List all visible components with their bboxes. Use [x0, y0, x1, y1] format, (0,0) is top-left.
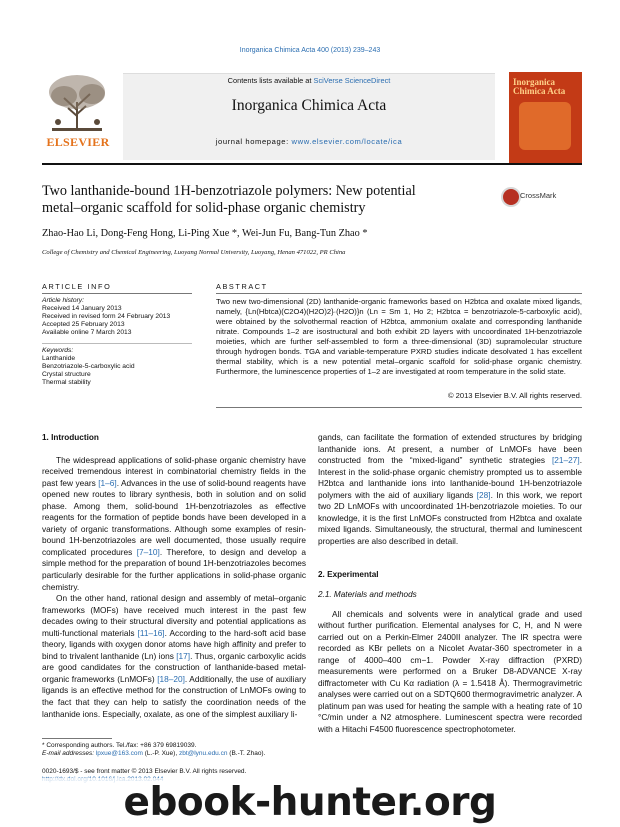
abstract-body: Two new two-dimensional (2D) lanthanide-organic frameworks based on H2btca and oxalate mixed ligands, namely, {Ln(Hbtca)(C2O4)(H2O)2}·(H2O)}n (Ln = Sm 1, Ho 2; H2btca = benzotriazole-5-carboxylic acid), were obtained by the solvothermal reaction of H2btca, ammonium oxalate and corresponding lanthanide nitrate. Compounds 1–2 are isostructural and both exhibit 2D layers with uncoordinated 1H-benzotriazole moieties, which are further self-assembled to form a three-dimensional (3D) supramolecular structure through hydrogen bonds. TGA and variable-temperature PXRD studies indicate desolvated 1 has excellent thermal stability, which is a new potential metal–organic scaffold for solid-phase organic chemistry. Furthermore, the luminescence properties of 1–2 are investigated at room temperature in the solid state.: [216, 297, 582, 376]
right-column: [318, 432, 582, 736]
contents-prefix: Contents lists available at: [227, 76, 312, 85]
intro-paragraph-1: The widespread applications of solid-phase organic chemistry have received tremendous interest in combinatorial chemistry fields in the past few years [1–6]. Advances in the use of solid-bound reagents have opened new routes to library synthesis, both in solution and on solid phase. Among them, solid-bound 1H-benzotriazoles as effective reagents for the formation of peptide bonds have been developed in a variety of organic transformations. Although some examples of resin-bound 1H-benzotriazoles are well documented, those usually require complicated procedures [7–10]. Therefore, to design and develop a simple method for the preparation of bound 1H-benzotriazoles becomes particularly desirable for the further applications in solid-phase organic chemistry.: [42, 454, 306, 592]
article-title-line-2: metal–organic scaffold for solid-phase organic chemistry: [42, 200, 366, 216]
keyword-item: Thermal stability: [42, 379, 91, 387]
intro-heading: 1. Introduction: [42, 433, 99, 442]
abstract-rule: [216, 293, 582, 294]
cover-art: [519, 102, 571, 150]
contents-line: [123, 76, 495, 85]
abstract-end-rule: [216, 407, 582, 408]
publisher-wordmark: ELSEVIER: [46, 135, 110, 149]
keyword-item: Benzotriazole-5-carboxylic acid: [42, 363, 135, 371]
homepage-link[interactable]: www.elsevier.com/locate/ica: [291, 137, 403, 146]
history-item: Received in revised form 24 February 2013: [42, 313, 171, 321]
footnote-rule: [42, 738, 112, 739]
corresponding-authors: * Corresponding authors. Tel./fax: +86 379 69819039.: [42, 742, 197, 749]
reference-link[interactable]: [18–20]: [157, 673, 185, 684]
reference-link[interactable]: [21–27]: [552, 455, 580, 466]
author-list: Zhao-Hao Li, Dong-Feng Hong, Li-Ping Xue *, Wei-Jun Fu, Bang-Tun Zhao *: [42, 228, 368, 239]
journal-cover-thumbnail[interactable]: [509, 72, 582, 164]
experimental-paragraph: All chemicals and solvents were in analytical grade and used without further purification. Elemental analyses for C, H, and N were carried out on a Perkin-Elmer 2400II analyzer. The IR spectra were recorded as KBr pellets on a Nicolet Avatar-360 spectrometer in a range of 4000–400 cm−1. Powder X-ray diffraction (PXRD) measurements were performed on a Bruker D8-ADVANCE X-ray diffractometer with Cu Kα radiation (λ = 1.5418 Å). Thermogravimetric analyses were carried out on a SDTQ600 thermogravimetric analyzer. A platinum pan was used for heating the sample with a heating rate of 10 °C/min under a N2 atmosphere. Luminescent spectra were recorded with a Hitachi F4500 fluorescence spectrophotometer.: [318, 608, 582, 735]
info-divider: [42, 343, 192, 344]
history-item: Accepted 25 February 2013: [42, 321, 125, 329]
journal-citation[interactable]: Inorganica Chimica Acta 400 (2013) 239–243: [239, 47, 381, 54]
keyword-item: Lanthanide: [42, 355, 76, 363]
materials-subheading: 2.1. Materials and methods: [318, 590, 417, 600]
article-title: [42, 183, 502, 217]
affiliation: College of Chemistry and Chemical Engineering, Luoyang Normal University, Luoyang, Henan 471022, PR China: [42, 249, 346, 256]
issn-line: 0020-1693/$ - see front matter © 2013 Elsevier B.V. All rights reserved.: [42, 768, 247, 775]
watermark-text: ebook-hunter.org: [123, 780, 497, 825]
history-item: Received 14 January 2013: [42, 305, 122, 313]
cover-title: Inorganica Chimica Acta: [513, 77, 566, 96]
journal-title: Inorganica Chimica Acta: [231, 97, 387, 114]
intro-paragraph-3: gands, can facilitate the formation of extended structures by bridging lanthanide ions. At present, a number of LnMOFs have been constructed from the “mixed-ligand” synthetic strategies [21–27]. Interest in the solid-phase organic chemistry prompted us to assemble H2btca and lanthanide ions into lanthanide-bound 1H-benzotriazole polymers with the aid of auxiliary ligands [28]. In this work, we report two 2D LnMOFs with uncoordinated 1H-benzotriazole moieties. To our knowledge, it is the first LnMOFs constructed from H2btca and oxalate mixed ligands. Simultaneously, the structural, thermal and luminescent properties are also described in detail.: [318, 432, 582, 546]
experimental-heading: 2. Experimental: [318, 570, 379, 580]
abstract-heading: ABSTRACT: [216, 282, 268, 291]
intro-paragraph-2: On the other hand, rational design and assembly of metal–organic frameworks (MOFs) have received much interest in the past few decades owing to their structural diversity and potential applications as multi-functional materials [11–16]. According to the hard-soft acid base theory, ligands with oxygen donor atoms have high affinity and prefer to bind to trivalent lanthanide (Ln) ions [17]. Thus, organic carboxylic acids are good candidates for the construction of lanthanide-based metal-organic frameworks (LnMOFs) [18–20]. Additionally, the use of auxiliary ligands is an effective method for the construction of LnMOFs owing to the fact that they can help to satisfy the coordination needs of the lanthanide ions. Especially, oxalate, as one of the simplest auxiliary li-: [42, 593, 307, 719]
article-info-heading: ARTICLE INFO: [42, 282, 112, 291]
corresponding-footnote: [42, 742, 306, 759]
reference-link[interactable]: [28]: [476, 489, 491, 500]
abstract-copyright: © 2013 Elsevier B.V. All rights reserved.: [447, 391, 582, 400]
sciencedirect-link[interactable]: SciVerse ScienceDirect: [313, 76, 391, 85]
article-info-rule: [42, 293, 192, 294]
reference-link[interactable]: [1–6]: [98, 477, 117, 488]
reference-link[interactable]: [11–16]: [137, 627, 165, 638]
journal-homepage: [123, 137, 495, 146]
email-line: E-mail addresses: lpxue@163.com (L.-P. Xue), zbt@lynu.edu.cn (B.-T. Zhao).: [42, 750, 266, 758]
homepage-prefix: journal homepage:: [215, 137, 289, 146]
article-history: [42, 297, 192, 337]
email-link[interactable]: lpxue@163.com: [95, 750, 143, 758]
crossmark-label[interactable]: CrossMark: [520, 191, 557, 200]
email-link[interactable]: zbt@lynu.edu.cn: [178, 750, 228, 758]
header-divider: [42, 163, 582, 165]
keywords-label: Keywords:: [42, 347, 74, 354]
left-column: [42, 432, 306, 720]
elsevier-tree-logo: [42, 72, 112, 134]
reference-link[interactable]: [7–10]: [136, 546, 160, 557]
crossmark-icon[interactable]: [501, 187, 521, 207]
reference-link[interactable]: [17]: [176, 650, 191, 661]
history-label: Article history:: [42, 297, 84, 304]
history-item: Available online 7 March 2013: [42, 329, 132, 337]
keywords: [42, 347, 192, 387]
article-title-line-1: Two lanthanide-bound 1H-benzotriazole polymers: New potential: [42, 183, 416, 199]
journal-masthead: [123, 73, 495, 160]
keyword-item: Crystal structure: [42, 371, 91, 379]
